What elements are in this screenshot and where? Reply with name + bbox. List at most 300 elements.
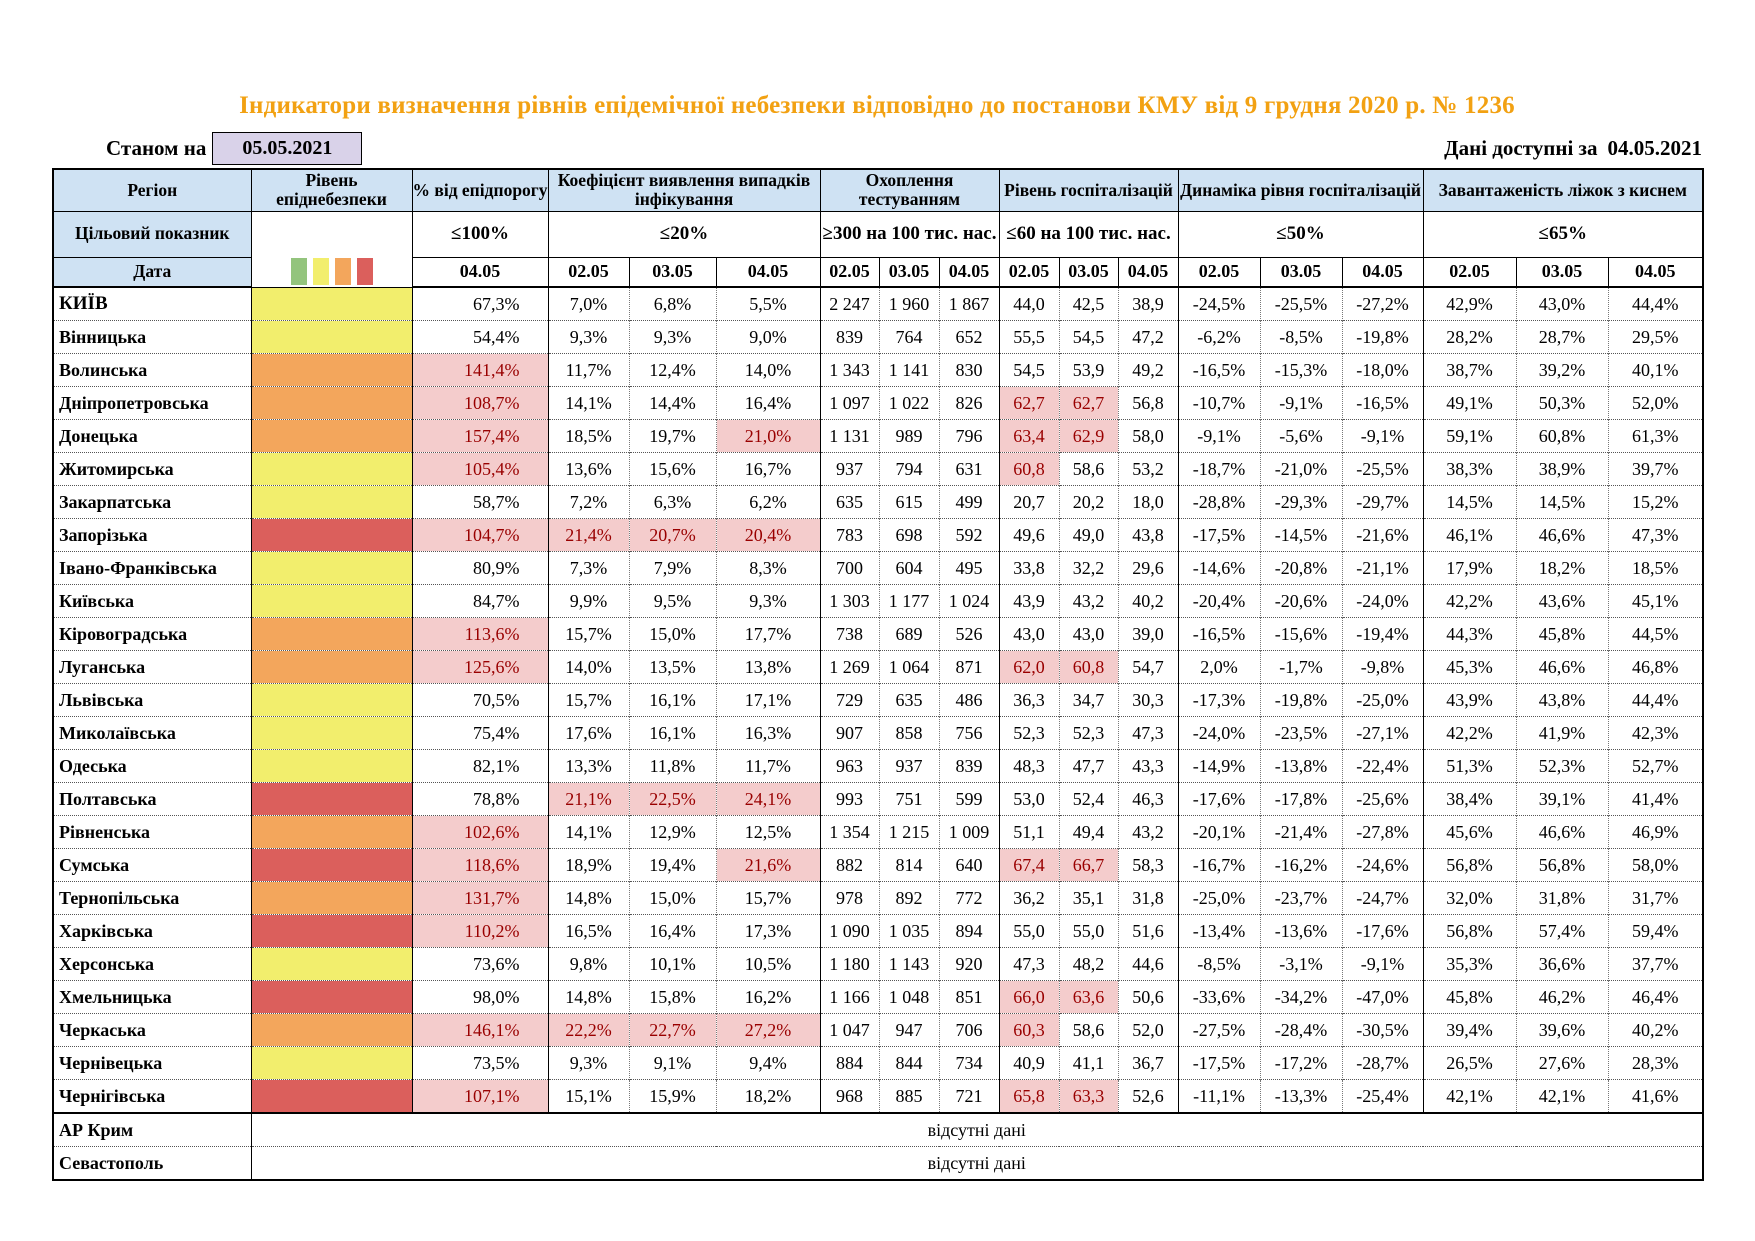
date-header: 03.05 xyxy=(1059,257,1118,287)
value-cell: 33,8 xyxy=(999,552,1059,585)
target-row-label: Цільовий показник xyxy=(53,211,251,257)
date-bar xyxy=(52,130,1702,166)
value-cell: 43,3 xyxy=(1118,750,1178,783)
group-header-0: % від епідпорогу xyxy=(412,169,548,211)
value-cell: 46,8% xyxy=(1608,651,1703,684)
value-cell: 21,0% xyxy=(716,420,820,453)
value-cell: 1 090 xyxy=(820,915,879,948)
value-cell: 2 247 xyxy=(820,287,879,321)
level-cell xyxy=(251,321,412,354)
table-row xyxy=(53,486,1703,519)
value-cell: 105,4% xyxy=(412,453,548,486)
table-row xyxy=(53,1047,1703,1080)
value-cell: 42,1% xyxy=(1516,1080,1608,1114)
table-row xyxy=(53,618,1703,651)
region-cell: КИЇВ xyxy=(59,293,108,314)
value-cell: 814 xyxy=(879,849,939,882)
value-cell: 794 xyxy=(879,453,939,486)
value-cell: 14,1% xyxy=(548,816,629,849)
value-cell: 39,7% xyxy=(1608,453,1703,486)
header-row-targets xyxy=(53,211,1703,257)
value-cell: 947 xyxy=(879,1014,939,1047)
value-cell: 17,3% xyxy=(716,915,820,948)
value-cell: -24,7% xyxy=(1342,882,1423,915)
value-cell: -11,1% xyxy=(1178,1080,1260,1114)
value-cell: 31,8 xyxy=(1118,882,1178,915)
value-cell: 28,3% xyxy=(1608,1047,1703,1080)
value-cell: 963 xyxy=(820,750,879,783)
group-header-2: Охоплення тестуванням xyxy=(820,169,999,211)
value-cell: 46,6% xyxy=(1516,519,1608,552)
value-cell: 43,9% xyxy=(1423,684,1516,717)
value-cell: 15,2% xyxy=(1608,486,1703,519)
value-cell: 28,2% xyxy=(1423,321,1516,354)
value-cell: 107,1% xyxy=(412,1080,548,1114)
value-cell: -22,4% xyxy=(1342,750,1423,783)
value-cell: 42,2% xyxy=(1423,585,1516,618)
value-cell: 1 177 xyxy=(879,585,939,618)
region-cell: Волинська xyxy=(53,354,251,387)
value-cell: 839 xyxy=(820,321,879,354)
value-cell: 36,2 xyxy=(999,882,1059,915)
target-value-0: ≤100% xyxy=(412,211,548,257)
value-cell: -9,1% xyxy=(1342,420,1423,453)
value-cell: -24,0% xyxy=(1178,717,1260,750)
value-cell: 39,1% xyxy=(1516,783,1608,816)
value-cell: 652 xyxy=(939,321,999,354)
value-cell: -14,5% xyxy=(1260,519,1342,552)
value-cell: 9,4% xyxy=(716,1047,820,1080)
value-cell: 41,6% xyxy=(1608,1080,1703,1114)
value-cell: 13,3% xyxy=(548,750,629,783)
value-cell: 892 xyxy=(879,882,939,915)
value-cell: -19,8% xyxy=(1342,321,1423,354)
value-cell: -18,0% xyxy=(1342,354,1423,387)
value-cell: 45,8% xyxy=(1423,981,1516,1014)
value-cell: 12,4% xyxy=(629,354,716,387)
value-cell: 15,7% xyxy=(548,618,629,651)
value-cell: 772 xyxy=(939,882,999,915)
value-cell: 78,8% xyxy=(412,783,548,816)
value-cell: 844 xyxy=(879,1047,939,1080)
region-cell: Харківська xyxy=(53,915,251,948)
value-cell: 16,3% xyxy=(716,717,820,750)
value-cell: 13,6% xyxy=(548,453,629,486)
level-cell xyxy=(251,1080,412,1114)
value-cell: 47,3% xyxy=(1608,519,1703,552)
date-header: 04.05 xyxy=(716,257,820,287)
value-cell: 50,3% xyxy=(1516,387,1608,420)
value-cell: 58,6 xyxy=(1059,1014,1118,1047)
level-cell xyxy=(251,849,412,882)
value-cell: -9,8% xyxy=(1342,651,1423,684)
value-cell: 894 xyxy=(939,915,999,948)
value-cell: 783 xyxy=(820,519,879,552)
value-cell: 1 022 xyxy=(879,387,939,420)
value-cell: 18,5% xyxy=(1608,552,1703,585)
table-row xyxy=(53,717,1703,750)
value-cell: 15,1% xyxy=(548,1080,629,1114)
value-cell: 22,5% xyxy=(629,783,716,816)
target-value-2: ≥300 на 100 тис. нас. xyxy=(820,211,999,257)
value-cell: 937 xyxy=(820,453,879,486)
level-cell xyxy=(251,915,412,948)
table-row xyxy=(53,849,1703,882)
value-cell: 635 xyxy=(820,486,879,519)
date-header: 03.05 xyxy=(629,257,716,287)
value-cell: 38,4% xyxy=(1423,783,1516,816)
value-cell: 11,8% xyxy=(629,750,716,783)
value-cell: 125,6% xyxy=(412,651,548,684)
value-cell: 39,4% xyxy=(1423,1014,1516,1047)
orange-legend-bar xyxy=(335,258,351,285)
value-cell: 7,2% xyxy=(548,486,629,519)
value-cell: 599 xyxy=(939,783,999,816)
value-cell: 54,4% xyxy=(412,321,548,354)
value-cell: -25,0% xyxy=(1342,684,1423,717)
value-cell: 1 064 xyxy=(879,651,939,684)
value-cell: 1 303 xyxy=(820,585,879,618)
value-cell: 9,3% xyxy=(548,321,629,354)
table-row xyxy=(53,1014,1703,1047)
group-header-1: Коефіцієнт виявлення випадків інфікування xyxy=(548,169,820,211)
value-cell: 21,6% xyxy=(716,849,820,882)
value-cell: 17,9% xyxy=(1423,552,1516,585)
value-cell: 21,1% xyxy=(548,783,629,816)
value-cell: 60,3 xyxy=(999,1014,1059,1047)
date-header: 04.05 xyxy=(1342,257,1423,287)
value-cell: 15,7% xyxy=(716,882,820,915)
value-cell: 18,9% xyxy=(548,849,629,882)
value-cell: 29,6 xyxy=(1118,552,1178,585)
group-header-4: Динаміка рівня госпіталізацій xyxy=(1178,169,1423,211)
value-cell: 15,6% xyxy=(629,453,716,486)
region-cell: Сумська xyxy=(53,849,251,882)
value-cell: 113,6% xyxy=(412,618,548,651)
value-cell: 63,4 xyxy=(999,420,1059,453)
value-cell: 52,3% xyxy=(1516,750,1608,783)
value-cell: 16,7% xyxy=(716,453,820,486)
value-cell: 42,2% xyxy=(1423,717,1516,750)
value-cell: -1,7% xyxy=(1260,651,1342,684)
value-cell: 882 xyxy=(820,849,879,882)
level-cell xyxy=(251,651,412,684)
value-cell: -21,1% xyxy=(1342,552,1423,585)
level-cell xyxy=(251,882,412,915)
value-cell: 16,5% xyxy=(548,915,629,948)
value-cell: -25,6% xyxy=(1342,783,1423,816)
value-cell: -29,7% xyxy=(1342,486,1423,519)
value-cell: 31,8% xyxy=(1516,882,1608,915)
value-cell: 46,4% xyxy=(1608,981,1703,1014)
value-cell: -25,5% xyxy=(1260,287,1342,321)
value-cell: 48,3 xyxy=(999,750,1059,783)
value-cell: 58,0% xyxy=(1608,849,1703,882)
value-cell: -5,6% xyxy=(1260,420,1342,453)
value-cell: 56,8% xyxy=(1423,915,1516,948)
value-cell: 14,8% xyxy=(548,882,629,915)
table-row xyxy=(53,981,1703,1014)
value-cell: 16,1% xyxy=(629,684,716,717)
value-cell: 84,7% xyxy=(412,585,548,618)
value-cell: 14,1% xyxy=(548,387,629,420)
value-cell: 50,6 xyxy=(1118,981,1178,1014)
value-cell: 885 xyxy=(879,1080,939,1114)
value-cell: 41,9% xyxy=(1516,717,1608,750)
value-cell: 40,2 xyxy=(1118,585,1178,618)
value-cell: 18,5% xyxy=(548,420,629,453)
value-cell: -27,8% xyxy=(1342,816,1423,849)
value-cell: 46,6% xyxy=(1516,651,1608,684)
value-cell: 43,0% xyxy=(1516,287,1608,321)
value-cell: 851 xyxy=(939,981,999,1014)
table-row xyxy=(53,684,1703,717)
value-cell: 44,0 xyxy=(999,287,1059,321)
value-cell: -24,5% xyxy=(1178,287,1260,321)
level-cell xyxy=(251,287,412,321)
value-cell: -23,7% xyxy=(1260,882,1342,915)
value-cell: -27,5% xyxy=(1178,1014,1260,1047)
value-cell: -16,2% xyxy=(1260,849,1342,882)
value-cell: -8,5% xyxy=(1260,321,1342,354)
value-cell: 57,4% xyxy=(1516,915,1608,948)
value-cell: -16,5% xyxy=(1178,618,1260,651)
region-cell: Івано-Франківська xyxy=(53,552,251,585)
header-row-groups xyxy=(53,169,1703,211)
value-cell: 44,4% xyxy=(1608,684,1703,717)
value-cell: 16,1% xyxy=(629,717,716,750)
value-cell: 29,5% xyxy=(1608,321,1703,354)
value-cell: 118,6% xyxy=(412,849,548,882)
value-cell: -21,6% xyxy=(1342,519,1423,552)
table-row xyxy=(53,1147,1703,1181)
as-of-label: Станом на xyxy=(106,135,207,160)
data-available-note xyxy=(1444,136,1702,161)
target-value-3: ≤60 на 100 тис. нас. xyxy=(999,211,1178,257)
date-header: 04.05 xyxy=(939,257,999,287)
value-cell: 45,3% xyxy=(1423,651,1516,684)
value-cell: 1 009 xyxy=(939,816,999,849)
value-cell: 51,3% xyxy=(1423,750,1516,783)
value-cell: 47,3 xyxy=(1118,717,1178,750)
level-cell xyxy=(251,354,412,387)
value-cell: -17,8% xyxy=(1260,783,1342,816)
value-cell: -16,7% xyxy=(1178,849,1260,882)
value-cell: 1 180 xyxy=(820,948,879,981)
value-cell: 1 143 xyxy=(879,948,939,981)
value-cell: 1 141 xyxy=(879,354,939,387)
region-cell: Полтавська xyxy=(53,783,251,816)
value-cell: 38,3% xyxy=(1423,453,1516,486)
value-cell: 989 xyxy=(879,420,939,453)
value-cell: 689 xyxy=(879,618,939,651)
value-cell: 42,1% xyxy=(1423,1080,1516,1114)
level-cell xyxy=(251,387,412,420)
value-cell: 67,3% xyxy=(412,287,548,321)
table-row xyxy=(53,1080,1703,1114)
level-cell xyxy=(251,486,412,519)
available-date: 04.05.2021 xyxy=(1607,135,1702,160)
value-cell: 60,8% xyxy=(1516,420,1608,453)
value-cell: 18,0 xyxy=(1118,486,1178,519)
value-cell: 499 xyxy=(939,486,999,519)
date-header: 03.05 xyxy=(1260,257,1342,287)
page-title: Індикатори визначення рівнів епідемічної небезпеки відповідно до постанови КМУ від 9 грудня 2020 р. № 1236 xyxy=(239,92,1515,119)
region-cell: Хмельницька xyxy=(53,981,251,1014)
value-cell: 44,5% xyxy=(1608,618,1703,651)
value-cell: 486 xyxy=(939,684,999,717)
value-cell: 13,5% xyxy=(629,651,716,684)
level-cell xyxy=(251,453,412,486)
date-header: 02.05 xyxy=(1423,257,1516,287)
value-cell: 1 960 xyxy=(879,287,939,321)
value-cell: 27,6% xyxy=(1516,1047,1608,1080)
value-cell: 39,2% xyxy=(1516,354,1608,387)
value-cell: 58,0 xyxy=(1118,420,1178,453)
value-cell: 14,0% xyxy=(548,651,629,684)
region-cell: Рівненська xyxy=(53,816,251,849)
region-cell: Чернівецька xyxy=(53,1047,251,1080)
value-cell: -15,6% xyxy=(1260,618,1342,651)
value-cell: 59,1% xyxy=(1423,420,1516,453)
value-cell: 66,0 xyxy=(999,981,1059,1014)
value-cell: 58,7% xyxy=(412,486,548,519)
value-cell: 32,0% xyxy=(1423,882,1516,915)
region-cell: Херсонська xyxy=(53,948,251,981)
value-cell: 16,4% xyxy=(716,387,820,420)
region-cell: Київська xyxy=(53,585,251,618)
value-cell: 15,0% xyxy=(629,618,716,651)
value-cell: 35,3% xyxy=(1423,948,1516,981)
value-cell: 884 xyxy=(820,1047,879,1080)
value-cell: 16,2% xyxy=(716,981,820,1014)
value-cell: 12,5% xyxy=(716,816,820,849)
value-cell: -25,4% xyxy=(1342,1080,1423,1114)
value-cell: 907 xyxy=(820,717,879,750)
value-cell: -33,6% xyxy=(1178,981,1260,1014)
value-cell: 1 215 xyxy=(879,816,939,849)
value-cell: 42,5 xyxy=(1059,287,1118,321)
value-cell: 45,1% xyxy=(1608,585,1703,618)
value-cell: -29,3% xyxy=(1260,486,1342,519)
value-cell: 15,0% xyxy=(629,882,716,915)
value-cell: 44,3% xyxy=(1423,618,1516,651)
value-cell: -19,8% xyxy=(1260,684,1342,717)
value-cell: -14,6% xyxy=(1178,552,1260,585)
value-cell: 40,1% xyxy=(1608,354,1703,387)
level-cell xyxy=(251,618,412,651)
date-header: 02.05 xyxy=(548,257,629,287)
value-cell: 20,2 xyxy=(1059,486,1118,519)
value-cell: 46,2% xyxy=(1516,981,1608,1014)
value-cell: 920 xyxy=(939,948,999,981)
value-cell: -17,3% xyxy=(1178,684,1260,717)
value-cell: 20,7 xyxy=(999,486,1059,519)
region-cell: Дніпропетровська xyxy=(53,387,251,420)
date-header: 04.05 xyxy=(1608,257,1703,287)
value-cell: 19,4% xyxy=(629,849,716,882)
value-cell: -9,1% xyxy=(1342,948,1423,981)
value-cell: 6,8% xyxy=(629,287,716,321)
value-cell: 46,9% xyxy=(1608,816,1703,849)
value-cell: 65,8 xyxy=(999,1080,1059,1114)
value-cell: 38,9 xyxy=(1118,287,1178,321)
value-cell: 49,1% xyxy=(1423,387,1516,420)
value-cell: 1 047 xyxy=(820,1014,879,1047)
value-cell: 631 xyxy=(939,453,999,486)
value-cell: 66,7 xyxy=(1059,849,1118,882)
table-row xyxy=(53,651,1703,684)
date-header: 04.05 xyxy=(1118,257,1178,287)
value-cell: 46,3 xyxy=(1118,783,1178,816)
value-cell: 30,3 xyxy=(1118,684,1178,717)
value-cell: 146,1% xyxy=(412,1014,548,1047)
table-row xyxy=(53,816,1703,849)
region-cell: Запорізька xyxy=(53,519,251,552)
table-row xyxy=(53,915,1703,948)
value-cell: -13,8% xyxy=(1260,750,1342,783)
value-cell: 49,6 xyxy=(999,519,1059,552)
value-cell: 43,0 xyxy=(1059,618,1118,651)
value-cell: 54,7 xyxy=(1118,651,1178,684)
value-cell: 9,9% xyxy=(548,585,629,618)
value-cell: 796 xyxy=(939,420,999,453)
red-legend-bar xyxy=(357,258,373,285)
value-cell: -9,1% xyxy=(1178,420,1260,453)
value-cell: 5,5% xyxy=(716,287,820,321)
value-cell: 38,9% xyxy=(1516,453,1608,486)
value-cell: 47,7 xyxy=(1059,750,1118,783)
no-data-cell: відсутні дані xyxy=(251,1147,1703,1181)
value-cell: 42,9% xyxy=(1423,287,1516,321)
value-cell: 39,6% xyxy=(1516,1014,1608,1047)
table-row xyxy=(53,882,1703,915)
value-cell: 31,7% xyxy=(1608,882,1703,915)
value-cell: -20,6% xyxy=(1260,585,1342,618)
value-cell: 9,3% xyxy=(716,585,820,618)
value-cell: -16,5% xyxy=(1178,354,1260,387)
region-cell: Одеська xyxy=(53,750,251,783)
value-cell: 52,0 xyxy=(1118,1014,1178,1047)
value-cell: 53,9 xyxy=(1059,354,1118,387)
value-cell: 60,8 xyxy=(1059,651,1118,684)
date-header: 03.05 xyxy=(1516,257,1608,287)
value-cell: 55,0 xyxy=(999,915,1059,948)
value-cell: 721 xyxy=(939,1080,999,1114)
value-cell: 858 xyxy=(879,717,939,750)
value-cell: 54,5 xyxy=(1059,321,1118,354)
value-cell: 34,7 xyxy=(1059,684,1118,717)
value-cell: -34,2% xyxy=(1260,981,1342,1014)
value-cell: 1 048 xyxy=(879,981,939,1014)
value-cell: 604 xyxy=(879,552,939,585)
value-cell: 993 xyxy=(820,783,879,816)
value-cell: 53,0 xyxy=(999,783,1059,816)
value-cell: 62,9 xyxy=(1059,420,1118,453)
value-cell: 43,9 xyxy=(999,585,1059,618)
value-cell: 756 xyxy=(939,717,999,750)
value-cell: -23,5% xyxy=(1260,717,1342,750)
value-cell: 52,7% xyxy=(1608,750,1703,783)
value-cell: 15,9% xyxy=(629,1080,716,1114)
value-cell: -16,5% xyxy=(1342,387,1423,420)
value-cell: -17,5% xyxy=(1178,1047,1260,1080)
value-cell: 63,6 xyxy=(1059,981,1118,1014)
region-cell: Миколаївська xyxy=(53,717,251,750)
value-cell: 27,2% xyxy=(716,1014,820,1047)
value-cell: 43,6% xyxy=(1516,585,1608,618)
value-cell: -19,4% xyxy=(1342,618,1423,651)
